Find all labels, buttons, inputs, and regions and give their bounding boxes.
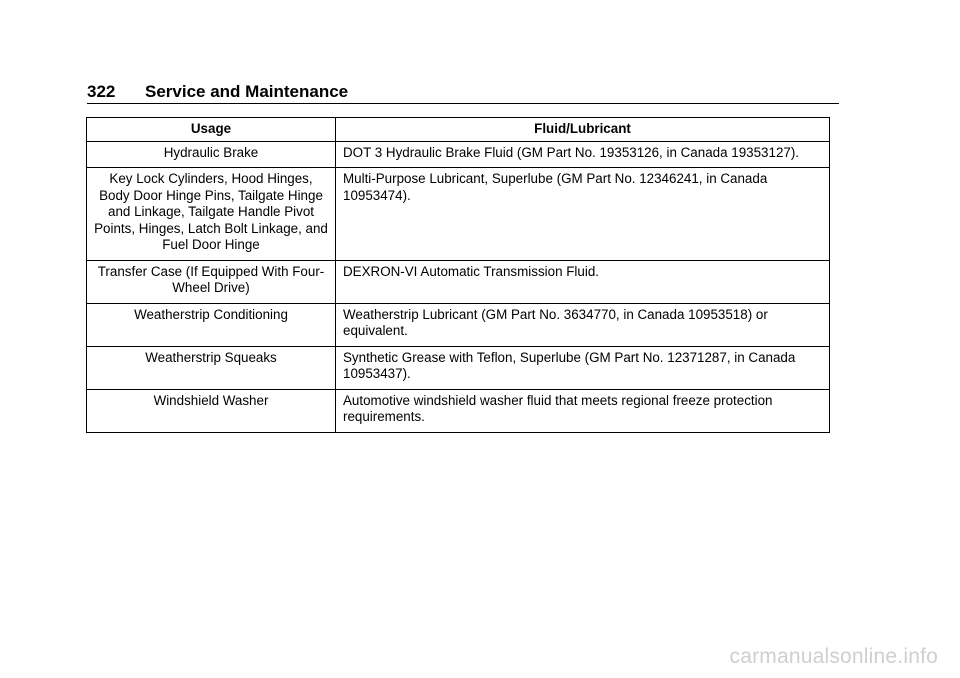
usage-cell: Key Lock Cylinders, Hood Hinges, Body Door Hinge Pins, Tailgate Hinge and Linkage, Tailgate Handle Pivot Points, Hinges, Latch Bolt Linkage, and Fuel Door Hinge bbox=[87, 168, 336, 261]
table-header-row bbox=[87, 118, 830, 142]
table-row bbox=[87, 141, 830, 168]
header-rule bbox=[87, 103, 839, 104]
table-row bbox=[87, 346, 830, 389]
fluid-cell: DEXRON-VI Automatic Transmission Fluid. bbox=[336, 260, 830, 303]
table-row bbox=[87, 168, 830, 261]
column-header-usage: Usage bbox=[87, 118, 336, 142]
watermark: carmanualsonline.info bbox=[729, 645, 938, 668]
table-row bbox=[87, 303, 830, 346]
usage-cell: Windshield Washer bbox=[87, 389, 336, 432]
section-title: Service and Maintenance bbox=[145, 82, 349, 101]
fluid-cell: Synthetic Grease with Teflon, Superlube (GM Part No. 12371287, in Canada 10953437). bbox=[336, 346, 830, 389]
page-header bbox=[87, 82, 348, 102]
table-row bbox=[87, 260, 830, 303]
fluid-cell: Multi-Purpose Lubricant, Superlube (GM Part No. 12346241, in Canada 10953474). bbox=[336, 168, 830, 261]
fluid-cell: Automotive windshield washer fluid that meets regional freeze protection requirements. bbox=[336, 389, 830, 432]
fluid-cell: DOT 3 Hydraulic Brake Fluid (GM Part No. 19353126, in Canada 19353127). bbox=[336, 141, 830, 168]
usage-cell: Hydraulic Brake bbox=[87, 141, 336, 168]
usage-cell: Weatherstrip Conditioning bbox=[87, 303, 336, 346]
fluids-lubricants-table bbox=[86, 117, 830, 433]
table-row bbox=[87, 389, 830, 432]
page-number: 322 bbox=[87, 82, 116, 101]
usage-cell: Weatherstrip Squeaks bbox=[87, 346, 336, 389]
column-header-fluid: Fluid/Lubricant bbox=[336, 118, 830, 142]
usage-cell: Transfer Case (If Equipped With Four-Wheel Drive) bbox=[87, 260, 336, 303]
fluid-cell: Weatherstrip Lubricant (GM Part No. 3634770, in Canada 10953518) or equivalent. bbox=[336, 303, 830, 346]
